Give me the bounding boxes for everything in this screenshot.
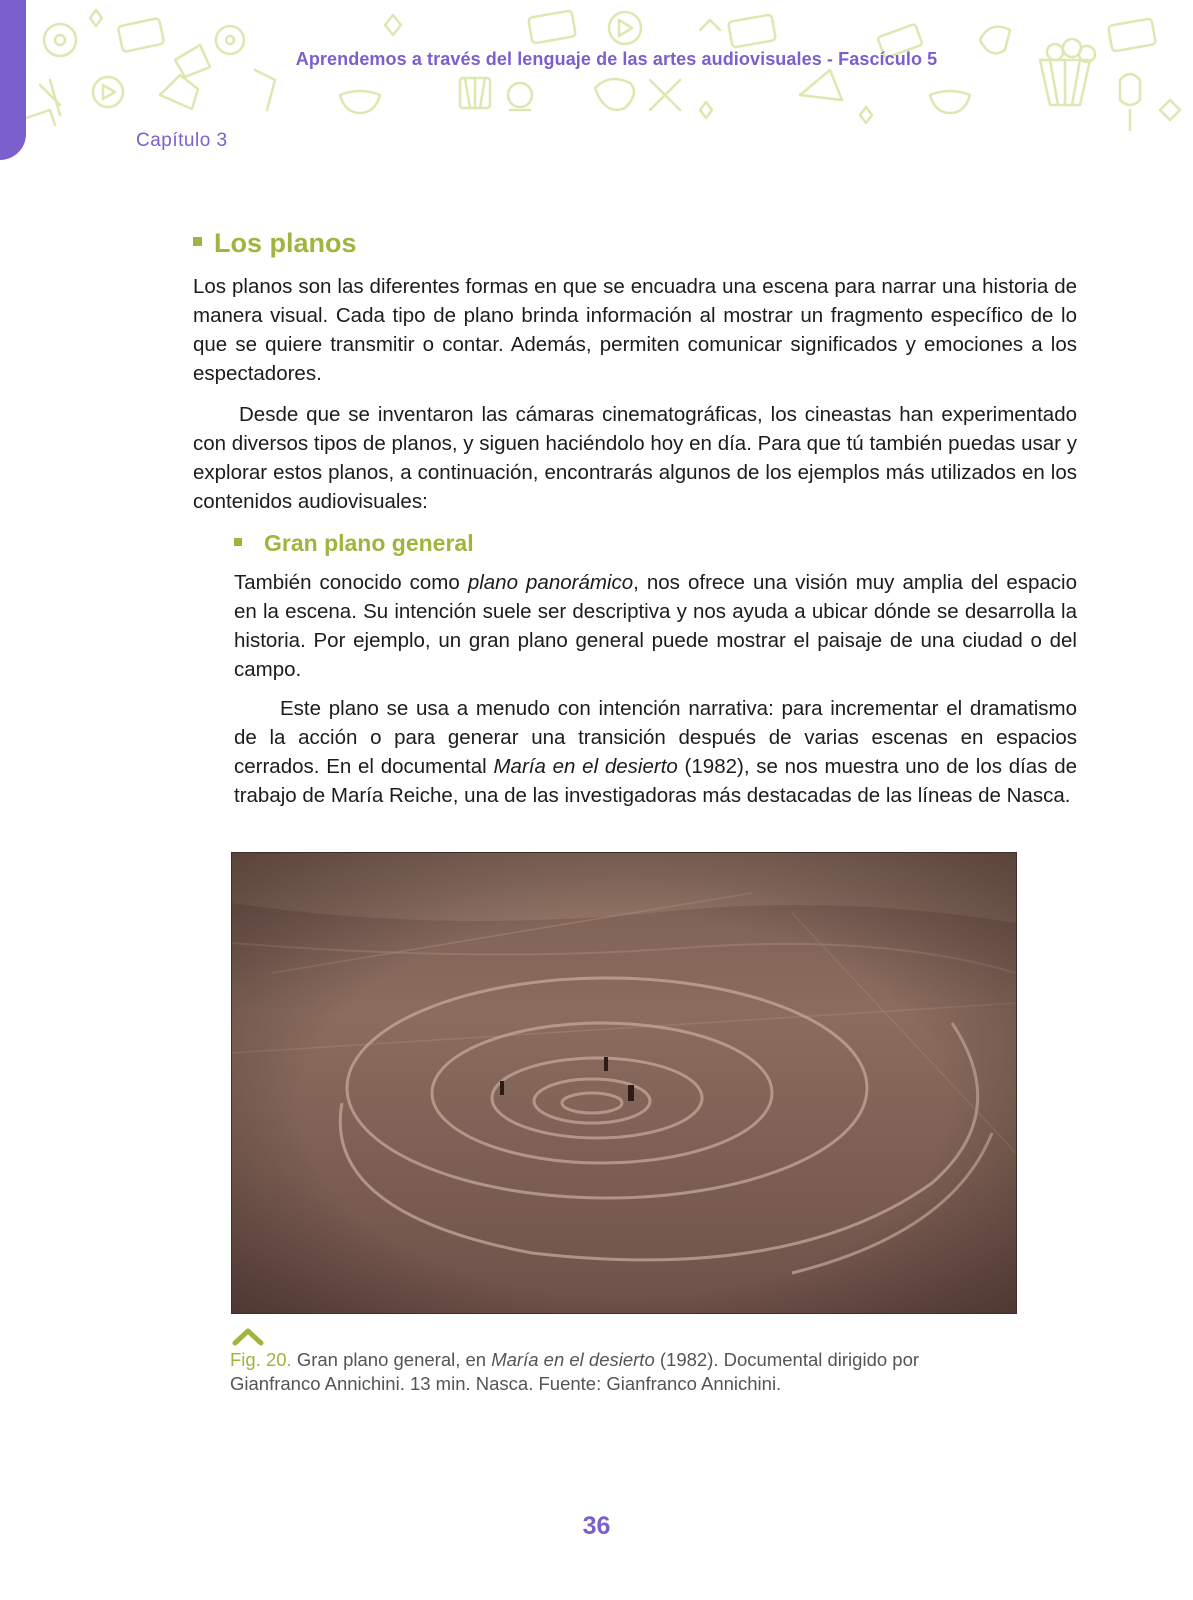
- desert-spiral-photo: [232, 853, 1016, 1313]
- section-heading: [193, 228, 357, 259]
- text-run: Este plano se usa a menudo con intención narrativa: para incrementar el dramatismo de la acción o para generar una transición después de varias escenas en espacios cerrados. En el documental: [234, 697, 1077, 778]
- section-heading-text: Los planos: [214, 228, 357, 258]
- caption-text: Gran plano general, en: [291, 1349, 492, 1370]
- text-run: , nos ofrece una visión muy amplia del espacio en la escena. Su intención suele ser descriptiva y nos ayuda a ubicar dónde se desarrolla la historia. Por ejemplo, un gran plano general puede mostrar el paisaje de una ciudad o del campo.: [234, 571, 1077, 681]
- italic-text: plano panorámico: [467, 571, 634, 594]
- header-band: [0, 0, 1193, 150]
- figure-label: Fig. 20.: [230, 1349, 292, 1370]
- side-tab: [0, 0, 26, 160]
- square-bullet-icon: [193, 237, 202, 246]
- text-run: También conocido como: [234, 571, 468, 594]
- film-doodles-decoration: [0, 0, 1193, 150]
- subsection-heading-text: Gran plano general: [264, 530, 474, 556]
- italic-text: María en el desierto: [493, 755, 678, 778]
- subsection-heading: [234, 530, 474, 557]
- header-title: Aprendemos a través del lenguaje de las artes audiovisuales - Fascículo 5: [295, 49, 938, 69]
- text-run: (1982), se nos muestra uno de los días de trabajo de María Reiche, una de las investigadoras más destacadas de las líneas de Nasca.: [234, 755, 1078, 807]
- chevron-up-icon: [232, 1326, 264, 1346]
- caption-italic: María en el desierto: [491, 1349, 655, 1370]
- paragraph: [234, 694, 1077, 810]
- figure-caption: [230, 1348, 990, 1396]
- paragraph: Los planos son las diferentes formas en que se encuadra una escena para narrar una historia de manera visual. Cada tipo de plano brinda información al mostrar un fragmento específico de lo que se quiere transmitir o contar. Además, permiten comunicar significados y emociones a los espectadores.: [193, 275, 1077, 385]
- paragraph: [234, 568, 1077, 684]
- page-number: 36: [582, 1512, 611, 1540]
- chapter-label: Capítulo 3: [136, 130, 228, 151]
- square-bullet-icon: [234, 538, 242, 546]
- paragraph: Desde que se inventaron las cámaras cinematográficas, los cineastas han experimentado con diversos tipos de planos, y siguen haciéndolo hoy en día. Para que tú también puedas usar y explorar estos planos, a continuación, encontrarás algunos de los ejemplos más utilizados en los contenidos audiovisuales:: [193, 403, 1077, 513]
- caption-text: (1982). Documental dirigido por Gianfranco Annichini. 13 min. Nasca. Fuente: Gianfranco Annichini.: [230, 1349, 920, 1394]
- figure-image: [231, 852, 1017, 1314]
